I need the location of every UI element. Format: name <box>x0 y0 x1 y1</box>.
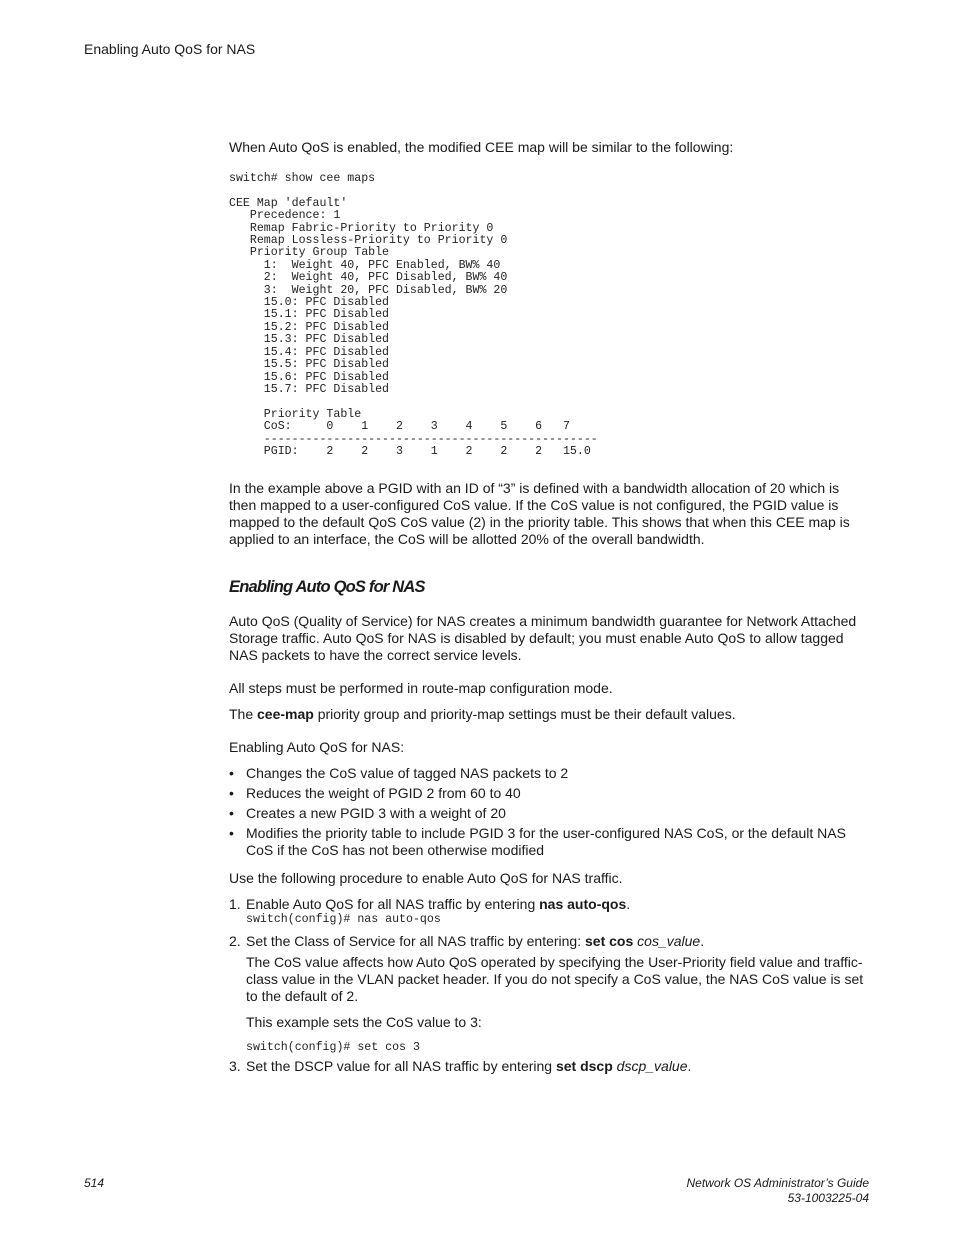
doc-title: Network OS Administrator’s Guide <box>686 1176 869 1190</box>
procedure-intro: Use the following procedure to enable Auto QoS for NAS traffic. <box>229 870 623 887</box>
section-heading: Enabling Auto QoS for NAS <box>229 578 425 597</box>
step-2-note: The CoS value affects how Auto QoS operated by specifying the User-Priority field value and traffic-class value in the VLAN packet header. If you do not specify a CoS value, the NAS CoS value is set to the default of 2. <box>246 954 864 1005</box>
procedure-steps <box>229 896 869 1075</box>
list-item: • Reduces the weight of PGID 2 from 60 to 40 <box>229 785 521 802</box>
section-paragraph-4: Enabling Auto QoS for NAS: <box>229 739 405 756</box>
command-set-dscp: set dscp <box>555 1058 613 1075</box>
footer-doc-info <box>686 1176 869 1206</box>
section-paragraph-1: Auto QoS (Quality of Service) for NAS creates a minimum bandwidth guarantee for Network Attached Storage traffic. Auto QoS for NAS is disabled by default; you must enable Auto QoS to allow tagged NAS packets to have the correct service levels. <box>229 613 857 664</box>
step-2-example: This example sets the CoS value to 3: <box>246 1014 482 1031</box>
step-1: 1. Enable Auto QoS for all NAS traffic by entering nas auto-qos. switch(config)# nas auto-qos <box>229 896 869 926</box>
running-header: Enabling Auto QoS for NAS <box>84 41 256 57</box>
step-2: 2. Set the Class of Service for all NAS traffic by entering: set cos cos_value. The CoS value affects how Auto QoS operated by specifying the User-Priority field value and traffic-class value in the VLAN packet header. If you do not specify a CoS value, the NAS CoS value is set to the default of 2. This example sets the CoS value to 3: switch(config)# set cos 3 <box>229 933 869 1054</box>
section-paragraph-2: All steps must be performed in route-map configuration mode. <box>229 680 613 697</box>
step-3: 3. Set the DSCP value for all NAS traffic by entering set dscp dscp_value. <box>229 1058 692 1075</box>
list-item: • Creates a new PGID 3 with a weight of 20 <box>229 805 506 822</box>
cee-map-term: cee-map <box>257 706 314 723</box>
doc-number: 53-1003225-04 <box>787 1191 869 1205</box>
section-paragraph-3 <box>229 706 869 723</box>
list-item: • Changes the CoS value of tagged NAS packets to 2 <box>229 765 569 782</box>
explanation-paragraph: In the example above a PGID with an ID of “3” is defined with a bandwidth allocation of 20 which is then mapped to a user-configured CoS value. If the CoS value is not configured, the PGID value is mapped to the default QoS CoS value (2) in the priority table. This shows that when this CEE map is applied to an interface, the CoS will be allotted 20% of the overall bandwidth. <box>229 480 850 548</box>
step-1-code: switch(config)# nas auto-qos <box>246 913 441 927</box>
command-set-cos: set cos <box>585 933 634 950</box>
step-number: 2. <box>229 933 241 950</box>
bullet-glyph: • <box>229 785 234 802</box>
p3-text-post: priority group and priority-map settings must be their default values. <box>313 706 736 723</box>
step-number: 1. <box>229 896 241 913</box>
p3-text-pre: The <box>229 706 258 723</box>
step-number: 3. <box>229 1058 241 1075</box>
bullet-glyph: • <box>229 825 234 842</box>
intro-paragraph: When Auto QoS is enabled, the modified CEE map will be similar to the following: <box>229 139 734 155</box>
bullet-glyph: • <box>229 765 234 782</box>
page-number: 514 <box>84 1176 105 1190</box>
list-item: • Modifies the priority table to include PGID 3 for the user-configured NAS CoS, or the default NAS CoS if the CoS has not been otherwise modified <box>229 825 846 859</box>
dscp-value-param: dscp_value <box>616 1058 688 1075</box>
cee-map-output-code: switch# show cee maps CEE Map 'default' Precedence: 1 Remap Fabric-Priority to Priority 0 Remap Lossless-Priority to Priority 0 Priority Group Table 1: Weight 40, PFC Enabled, BW% 40 2: Weight 40, PFC Disabled, BW% 40 3: Weight 20, PFC Disabled, BW% 20 15.0: PFC Disabled 15.1: PFC Disabled 15.2: PFC Disabled 15.3: PFC Disabled 15.4: PFC Disabled 15.5: PFC Disabled 15.6: PFC Disabled 15.7: PFC Disabled Priority Table CoS: 0 1 2 3 4 5 6 7 ------------------------------------------------ PGID: 2 2 3 1 2 2 2 15.0 <box>229 172 598 458</box>
bullet-glyph: • <box>229 805 234 822</box>
cos-value-param: cos_value <box>637 933 701 950</box>
step-2-code: switch(config)# set cos 3 <box>246 1041 420 1055</box>
page-content <box>229 139 869 1075</box>
command-nas-auto-qos: nas auto-qos <box>539 896 627 913</box>
changes-list <box>229 765 869 859</box>
